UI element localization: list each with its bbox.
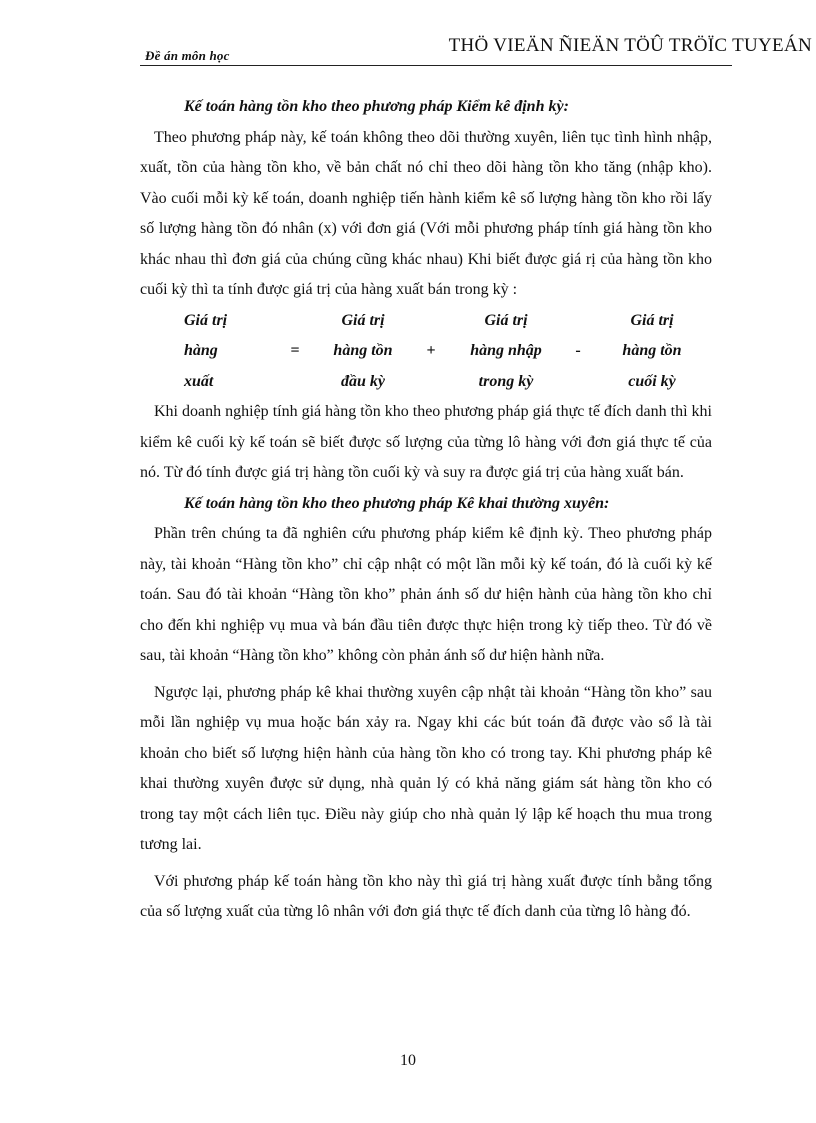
section-heading-perpetual-inventory: Kế toán hàng tồn kho theo phương pháp Kê khai thường xuyên: — [184, 494, 610, 512]
formula-term3-line2: hàng nhập — [470, 342, 542, 359]
formula-term4-line1: Giá trị — [630, 311, 674, 329]
formula-term3-line1: Giá trị — [484, 311, 528, 329]
paragraph-periodic-method: Theo phương pháp này, kế toán không theo dõi thường xuyên, liên tục tình hình nhập, xuất, tồn của hàng tồn kho, về bản chất nó chỉ theo dõi hàng tồn kho tăng (nhập kho). Vào cuối mỗi kỳ kế toán, doanh nghiệp tiến hành kiểm kê số lượng hàng tồn kho rồi lấy số lượng hàng tồn đó nhân (x) với đơn giá (Với mỗi phương pháp tính giá hàng tồn kho khác nhau thì đơn giá của chúng cũng khác nhau) Khi biết được giá rị của hàng tồn kho cuối kỳ thì ta tính được giá trị của hàng xuất bán trong kỳ : — [140, 128, 712, 298]
page-number: 10 — [400, 1052, 416, 1069]
paragraph-perpetual-intro: Phần trên chúng ta đã nghiên cứu phương pháp kiểm kê định kỳ. Theo phương pháp này, tài khoản “Hàng tồn kho” chỉ cập nhật có một lần mỗi kỳ kế toán, đó là cuối kỳ kế toán. Sau đó tài khoản “Hàng tồn kho” phản ánh số dư hiện hành của hàng tồn kho chỉ cho đến khi nghiệp vụ mua và bán đầu tiên được thực hiện trong kỳ tiếp theo. Từ đó về sau, tài khoản “Hàng tồn kho” không còn phản ánh số dư hiện hành nữa. — [140, 525, 712, 664]
header-library-title: THÖ VIEÄN ÑIEÄN TÖÛ TRÖÏC TUYEÁN — [448, 35, 812, 56]
formula-term4-line2: hàng tồn — [622, 342, 682, 359]
formula-term2-line1: Giá trị — [341, 311, 385, 329]
formula-term4-line3: cuối kỳ — [628, 372, 676, 390]
formula-term1-line1: Giá trị — [184, 311, 228, 329]
formula-equals-sign: = — [290, 342, 300, 359]
formula-term2-line3: đầu kỳ — [341, 372, 385, 390]
formula-term1-line3: xuất — [184, 372, 214, 390]
paragraph-perpetual-update: Ngược lại, phương pháp kê khai thường xuyên cập nhật tài khoản “Hàng tồn kho” sau mỗi lần nghiệp vụ mua hoặc bán xảy ra. Ngay khi các bút toán đã được vào sổ là tài khoản cho biết số lượng hiện hành của hàng tồn kho có trong tay. Khi phương pháp kê khai thường xuyên được sử dụng, nhà quản lý có khả năng giám sát hàng tồn kho có trong tay một cách liên tục. Điều này giúp cho nhà quản lý lập kế hoạch thu mua trong tương lai. — [140, 683, 712, 853]
header-divider — [140, 65, 732, 66]
header-document-type: Đề án môn học — [145, 48, 230, 63]
section-heading-periodic-inventory: Kế toán hàng tồn kho theo phương pháp Kiểm kê định kỳ: — [184, 98, 569, 115]
formula-term1-line2: hàng — [184, 342, 218, 359]
paragraph-perpetual-valuation: Với phương pháp kế toán hàng tồn kho này thì giá trị hàng xuất được tính bằng tổng của số lượng xuất của từng lô nhân với đơn giá thực tế đích danh của từng lô hàng đó. — [140, 872, 712, 920]
page-content — [140, 92, 712, 928]
paragraph-specific-identification: Khi doanh nghiệp tính giá hàng tồn kho theo phương pháp giá thực tế đích danh thì khi kiểm kê cuối kỳ kế toán sẽ biết được số lượng của từng lô hàng với đơn giá thực tế của nó. Từ đó tính được giá trị hàng tồn cuối kỳ và suy ra được giá trị của hàng xuất bán. — [140, 403, 712, 481]
cost-of-goods-formula — [180, 306, 712, 398]
formula-term2-line2: hàng tồn — [333, 342, 393, 359]
formula-plus-sign: + — [426, 342, 436, 359]
formula-term3-line3: trong kỳ — [478, 372, 534, 390]
formula-minus-sign: - — [575, 342, 581, 359]
